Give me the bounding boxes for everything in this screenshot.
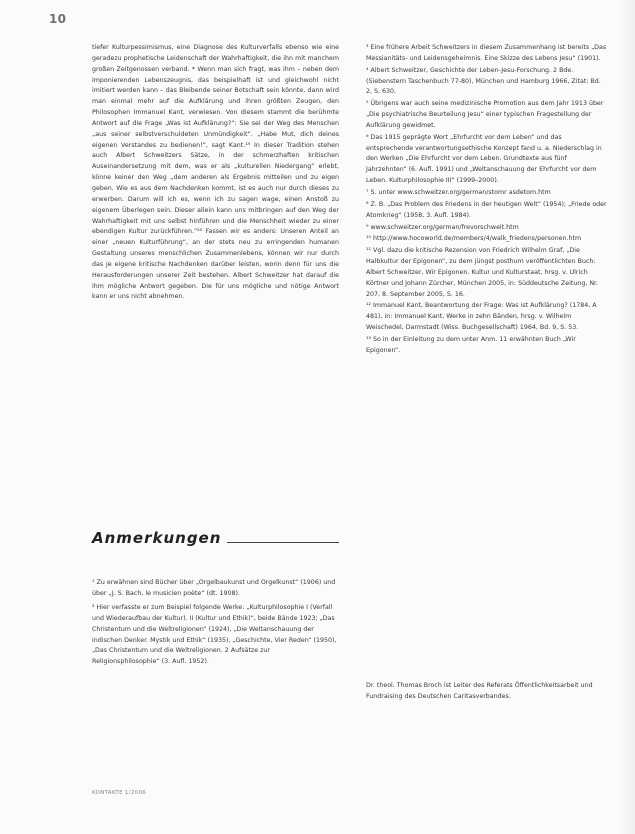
footnote: ¹⁰ http://www.hocoworld.de/members/4/walk_friedens/personen.htm [366, 235, 582, 243]
footnote: ⁵ Übrigens war auch seine medizinische Promotion aus dem Jahr 1913 über „Die psychiatrische Beurteilung Jesu“ einer typischen Fragestellung der Aufklärung gewidmet. [366, 100, 604, 129]
footnote: ⁶ Das 1915 geprägte Wort „Ehrfurcht vor dem Leben“ und das entsprechende verantwortungsethische Konzept fand u. a. Niederschlag in den Werken „Die Ehrfurcht vor dem Leben. Grundtexte aus fünf Jahrzehnten“ (6. Aufl. 1991) und „Weltanschauung der Ehrfurcht vor dem Leben. Kulturphilosophie III“ (1999–2000). [366, 133, 602, 185]
page-footer: KONTAKTE 1/2006 [92, 790, 147, 796]
footnote: ³ Eine frühere Arbeit Schweitzers in diesem Zusammenhang ist bereits „Das Messianitäts- und Leidensgeheimnis. Eine Skizze des Lebens Jesu“ (1901). [366, 44, 607, 62]
footnote: ⁴ Albert Schweitzer, Geschichte der Leben-Jesu-Forschung. 2 Bde. (Siebenstern Taschenbuch 77-80), München und Hamburg 1966, Zitat: Bd. 2, S. 630. [366, 66, 601, 96]
footnote: ¹² Immanuel Kant, Beantwortung der Frage: Was ist Aufklärung? (1784, A 481), in: Immanuel Kant, Werke in zehn Bänden, hrsg. v. Wilhelm Weischedel, Darmstadt (Wiss. Buchgesellschaft) 1964, Bd. 9, S. 53. [366, 302, 597, 332]
footnote: ⁷ S. unter www.schweitzer.org/german/stomr asdetom.htm [366, 188, 551, 196]
footnote: ¹³ So in der Einleitung zu dem unter Anm. 11 erwähnten Buch „Wir Epigonen“. [366, 335, 576, 354]
footnote: ⁹ www.schweitzer.org/german/frevorschweit.htm [366, 223, 519, 231]
body-text: tiefer Kulturpessimismus, eine Diagnose des Kulturverfalls ebenso wie eine geradezu prophetische Leidenschaft der Wahrhaftigkeit, die ihn mit manchem großen Zeitgenossen verband. * Wenn man sich fragt, was ihm – neben dem imponierenden Lebenszeugnis, das beispielhaft ist und gleichwohl nicht imitiert werden kann – das Bleibende seiner Botschaft sein könnte, dann wird man einmal mehr auf die Aufklärung und ihren größten Zeugen, den Philosophen Immanuel Kant, verwiesen. Von diesem stammt die berühmte Antwort auf die Frage „Was ist Aufklärung?“: Sie sei der Weg des Menschen „aus seiner selbstverschuldeten Unmündigkeit“. „Habe Mut, dich deines eigenen Verstandes zu bedienen!“, sagt Kant.¹⁹ In dieser Tradition stehen auch Albert Schweitzers Sätze, in der schmerzhaften kritischen Auseinandersetzung mit dem, was er als „kulturellen Niedergang“ erlebt, könne keiner den Weg „dem anderen als Ergebnis mitteilen und zu eigen geben. Wie es aus dem Nachdenken kommt, ist es auch nur durch dieses zu erwerben. Darum will ich es, wenn ich zu sagen wage, einen Anstoß zu eigenem Überlegen sein. Dieser allein kann uns mitbringen auf den Weg der Wahrhaftigkeit mit uns selbst hinführen und die Menschheit wieder zu einer ebendigen Kultur zurückführen.“²⁰ Fassen wir es anders: Unseren Anteil an einer „neuen Kulturführung“, an der stets neu zu erringenden humanen Gestaltung unseres menschlichen Zusammenlebens, können wir nur durch das je eigene kritische Nachdenken darüber leisten, worin denn für uns die Herausforderungen unserer Zeit bestehen. Albert Schweitzer hat darauf die ihm mögliche Antwort gegeben. Die für uns mögliche und nötige Antwort kann er uns nicht abnehmen. [92, 44, 339, 301]
footnote: ¹ Zu erwähnen sind Bücher über „Orgelbaukunst und Orgelkunst“ (1906) und über „J. S. Bach, le musicien poète“ (dt. 1908). [92, 579, 336, 597]
footnote: ² Hier verfasste er zum Beispiel folgende Werke: „Kulturphilosophie I (Verfall und Wiederaufbau der Kultur). II (Kultur und Ethik)“, beide Bände 1923; „Das Christentum und die Weltreligionen“ (1924), „Die Weltanschauung der indischen Denker. Mystik und Ethik“ (1935), „Geschichte, Vier Reden“ (1950), „Das Christentum und die Weltreligionen. 2 Aufsätze zur Religionsphilosophie“ (3. Aufl. 1952). [92, 603, 337, 666]
body-column-left [92, 43, 339, 303]
notes-heading-block [92, 530, 339, 546]
author-note: Dr. theol. Thomas Broch ist Leiter des Referats Öffentlichkeitsarbeit und Fundraising des Deutschen Caritasverbandes. [366, 682, 593, 700]
notes-column-left [92, 578, 339, 671]
footnote: ⁸ Z. B. „Das Problem des Friedens in der heutigen Welt“ (1954); „Friede oder Atomkrieg“ (1958, 3. Aufl. 1984). [366, 200, 607, 219]
page-number: 10 [49, 12, 67, 26]
notes-heading: Anmerkungen [92, 529, 222, 547]
page-edge-shadow [617, 0, 635, 834]
notes-column-right [366, 43, 608, 358]
heading-rule [227, 542, 339, 543]
footnote: ¹¹ Vgl. dazu die kritische Rezension von Friedrich Wilhelm Graf, „Die Halbkultur der Epigonen“, zu dem jüngst posthum veröffentlichten Buch: Albert Schweitzer, Wir Epigonen. Kultur und Kulturstaat, hrsg. v. Ulrich Körtner und Johann Zürcher, München 2005, in: Süddeutsche Zeitung, Nr. 207, 8. September 2005, S. 16. [366, 247, 599, 298]
